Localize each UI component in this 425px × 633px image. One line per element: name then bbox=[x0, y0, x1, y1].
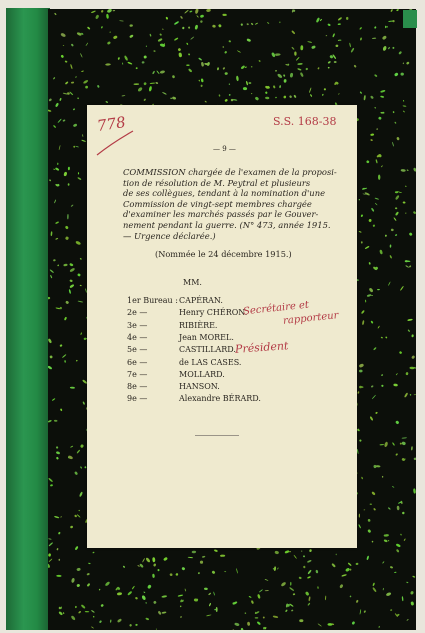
commission-line: nement pendant la guerre. (N° 473, année 1915. bbox=[123, 220, 331, 230]
green-corner bbox=[403, 10, 417, 28]
handwritten-reference: S.S. 168-38 bbox=[273, 115, 337, 128]
commission-line: d'examiner les marchés passés par le Gouver- bbox=[123, 209, 319, 220]
member-name: Henry CHÉRON. bbox=[179, 308, 248, 318]
member-name: Jean MOREL. bbox=[179, 332, 234, 342]
handwritten-rapporteur: rapporteur bbox=[282, 310, 339, 327]
commission-line: tion de résolution de M. Peytral et plusieurs bbox=[123, 177, 311, 188]
bureau-number: 2e — bbox=[127, 308, 148, 318]
paper-label bbox=[87, 105, 357, 548]
mm-heading: MM. bbox=[183, 278, 202, 287]
page-number: — 9 — bbox=[213, 145, 236, 153]
member-name: de LAS CASES. bbox=[179, 357, 242, 367]
bureau-number: 1er Bureau : bbox=[127, 296, 178, 305]
handwritten-secretaire: Secrétaire et bbox=[242, 299, 310, 318]
member-name: HANSON. bbox=[179, 382, 220, 392]
commission-line: Commission de vingt-sept membres chargée bbox=[123, 198, 312, 209]
handwritten-number: 778 bbox=[95, 113, 127, 135]
handwritten-stroke bbox=[93, 129, 137, 159]
green-spine bbox=[6, 8, 50, 630]
member-name: CAPÉRAN. bbox=[179, 296, 223, 305]
commission-line: de ses collègues, tendant à la nomination d'une bbox=[123, 188, 326, 199]
bureau-number: 8e — bbox=[127, 382, 148, 392]
nomination-date: (Nommée le 24 décembre 1915.) bbox=[155, 249, 292, 259]
bureau-number: 6e — bbox=[127, 357, 148, 367]
bureau-number: 4e — bbox=[127, 332, 148, 342]
handwritten-president: Président bbox=[234, 339, 289, 356]
bureau-number: 3e — bbox=[127, 320, 148, 330]
bureau-number: 5e — bbox=[127, 345, 148, 355]
commission-line: COMMISSION chargée de l'examen de la proposi- bbox=[123, 167, 337, 177]
member-name: MOLLARD. bbox=[179, 369, 225, 379]
separator-line bbox=[195, 435, 239, 436]
bureau-number: 7e — bbox=[127, 369, 148, 379]
member-name: RIBIÈRE. bbox=[179, 320, 218, 330]
commission-line: — Urgence déclarée.) bbox=[123, 230, 216, 241]
member-name: Alexandre BÉRARD. bbox=[179, 394, 261, 404]
bureau-number: 9e — bbox=[127, 394, 148, 404]
member-name: CASTILLARD. bbox=[179, 345, 236, 355]
